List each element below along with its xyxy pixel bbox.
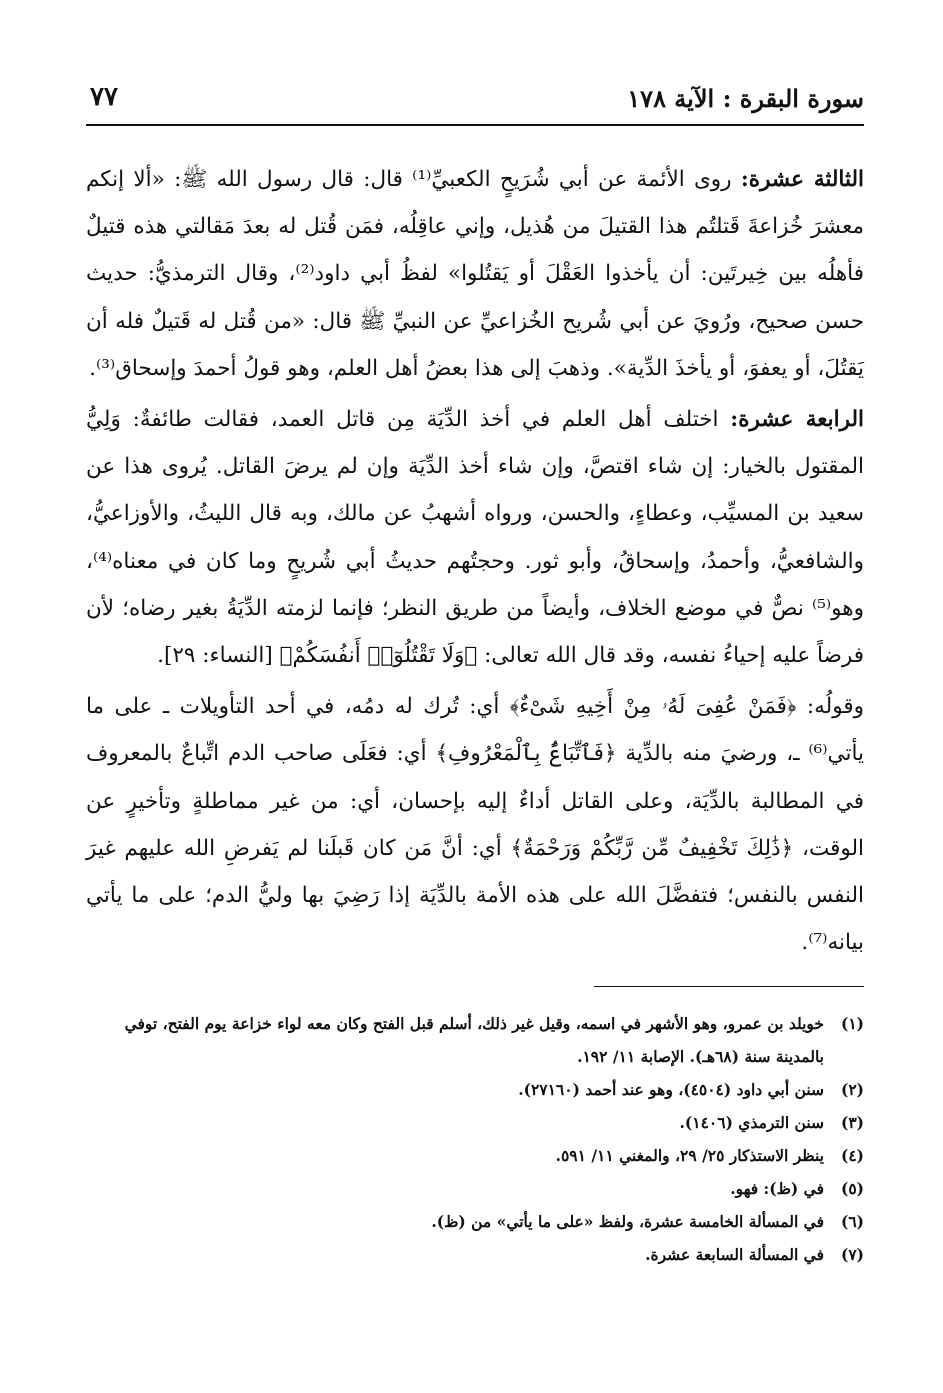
footnote	[86, 1139, 864, 1172]
footnote-text: ينظر الاستذكار ٢٥/ ٢٩، والمغني ١١/ ٥٩١.	[555, 1146, 824, 1166]
footnote-text: سنن الترمذي (١٤٠٦).	[679, 1113, 824, 1133]
page-header	[86, 80, 864, 126]
paragraph-body: اختلف أهل العلم في أخذ الدِّيَة مِن قاتل العمد، فقالت طائفةٌ: وَلِيُّ المقتول بالخيار: إن شاء اقتصَّ، وإن شاء أخذ الدِّيَة وإن لم يرضَ القاتل. يُروى هذا عن سعيد بن المسيِّب، وعطاءٍ، والحسن، ورواه أشهبُ عن مالك، وبه قال الليثُ، والأوزاعيُّ، والشافعيُّ، وأحمدُ، وإسحاقُ، وأبو ثور. وحجتُهم حديثُ أبي شُريحٍ وما كان في معناه⁽⁴⁾، وهو⁽⁵⁾ نصٌّ في موضع الخلاف، وأيضاً من طريق النظر؛ فإنما لزمته الدِّيَةُ بغير رضاه؛ لأن فرضاً عليه إحياءُ نفسه، وقد قال الله تعالى: ﴿وَلَا تَقْتُلُوٓا۟ أَنفُسَكُمْ﴾ [النساء: ٢٩].	[86, 407, 864, 669]
main-text	[86, 156, 864, 966]
footnote-text: في المسألة السابعة عشرة.	[645, 1245, 824, 1265]
footnote	[86, 1007, 864, 1073]
footnote-number: (٦)	[840, 1212, 864, 1232]
footnote-number: (٧)	[840, 1245, 864, 1265]
footnote-number: (٣)	[840, 1113, 864, 1133]
footnote-separator	[594, 986, 864, 1001]
footnote-text: في (ظ): فهو.	[730, 1179, 824, 1199]
header-title: سورة البقرة : الآية ١٧٨	[627, 84, 864, 113]
paragraph-body: روى الأئمة عن أبي شُرَيحٍ الكعبيِّ⁽¹⁾ قال: قال رسول الله ﷺ: «ألا إنكم معشرَ خُزاعةَ قَتلتُم هذا القتيلَ من هُذيل، وإني عاقِلُه، فمَن قُتل له بعدَ مَقالتي هذه قتيلٌ فأهلُه بين خِيرتَين: أن يأخذوا العَقْلَ أو يَقتُلوا» لفظُ أبي داود⁽²⁾، وقال الترمذيُّ: حديث حسن صحيح، ورُويَ عن أبي شُريح الخُزاعيِّ عن النبيِّ ﷺ قال: «من قُتل له قَتيلٌ فله أن يَقتُلَ، أو يعفوَ، أو يأخذَ الدِّية». وذهبَ إلى هذا بعضُ أهل العلم، وهو قولُ أحمدَ وإسحاق⁽³⁾.	[86, 167, 864, 381]
footnote-number: (٥)	[840, 1179, 864, 1199]
page-number: ٧٧	[90, 82, 118, 112]
footnote	[86, 1205, 864, 1238]
footnote-number: (٢)	[840, 1080, 864, 1100]
footnote	[86, 1073, 864, 1106]
footnote	[86, 1238, 864, 1271]
footnote-text: خويلد بن عمرو، وهو الأشهر في اسمه، وقيل غير ذلك، أسلم قبل الفتح وكان معه لواء خزاعة يوم الفتح، توفي بالمدينة سنة (٦٨هـ). الإصابة ١١/ ١٩٢.	[124, 1014, 824, 1067]
paragraph-thirteenth	[86, 156, 864, 392]
footnote-text: في المسألة الخامسة عشرة، ولفظ «على ما يأتي» من (ظ).	[431, 1212, 824, 1232]
paragraph-fourteenth	[86, 396, 864, 679]
paragraph-lead: الثالثة عشرة:	[740, 167, 864, 192]
book-page	[86, 80, 864, 1370]
paragraph-commentary	[86, 683, 864, 966]
footnote	[86, 1172, 864, 1205]
footnote	[86, 1106, 864, 1139]
paragraph-lead: الرابعة عشرة:	[730, 407, 864, 433]
footnote-number: (٤)	[840, 1146, 864, 1166]
paragraph-body: وقولُه: ﴿فَمَنْ عُفِىَ لَهُۥ مِنْ أَخِيهِ شَىْءٌ﴾ أي: تُرك له دمُه، في أحد التأويلات ـ على ما يأتي⁽⁶⁾ ـ، ورضيَ منه بالدِّية ﴿فَٱتِّبَاعٌۢ بِٱلْمَعْرُوفِ﴾ أي: فعَلَى صاحب الدم اتِّباعٌ بالمعروف في المطالبة بالدِّيَة، وعلى القاتل أداءٌ إليه بإحسان، أي: من غير مماطلةٍ وتأخيرٍ عن الوقت، ﴿ذَٰلِكَ تَخْفِيفٌ مِّن رَّبِّكُمْ وَرَحْمَةٌ﴾ أي: أنَّ مَن كان قَبلَنا لم يَفرضِ الله عليهم غيرَ النفس بالنفس؛ فتفضَّلَ الله على هذه الأمة بالدِّيَة إذا رَضِيَ بها وليُّ الدم؛ على ما يأتي بيانه⁽⁷⁾.	[86, 694, 864, 956]
footnotes	[86, 1007, 864, 1271]
footnote-number: (١)	[840, 1014, 864, 1034]
footnote-text: سنن أبي داود (٤٥٠٤)، وهو عند أحمد (٢٧١٦٠).	[518, 1080, 824, 1100]
